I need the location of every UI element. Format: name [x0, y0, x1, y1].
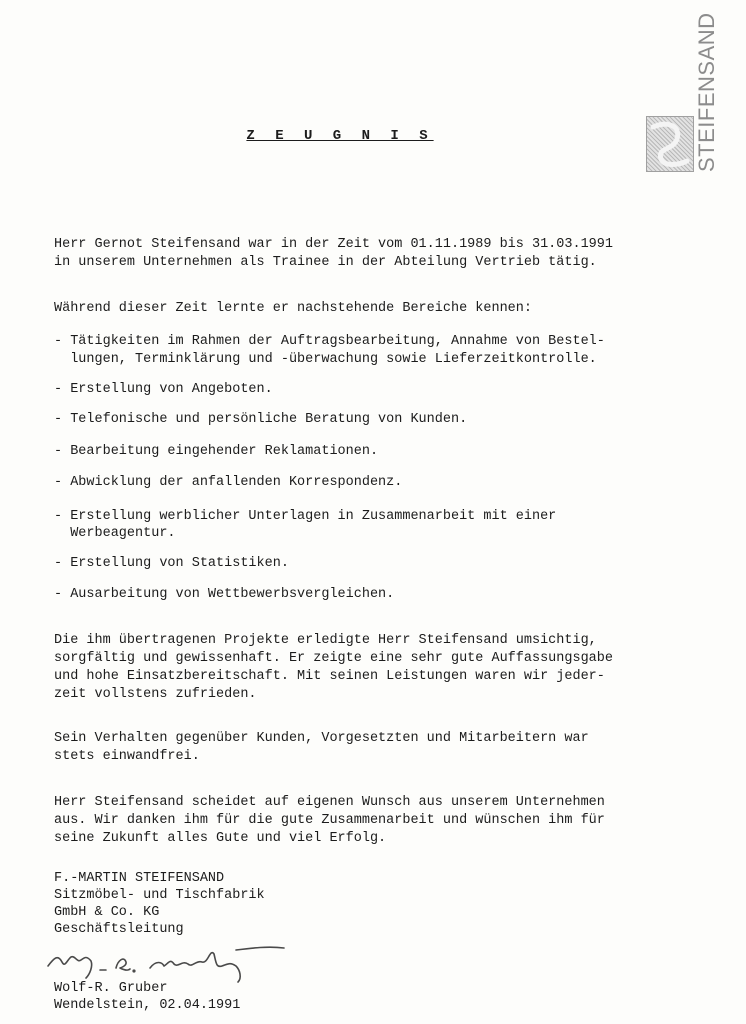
task-item-7: - Erstellung von Statistiken. — [54, 556, 289, 571]
company-line-2: Sitzmöbel- und Tischfabrik — [54, 888, 265, 903]
assessment-line-3: und hohe Einsatzbereitschaft. Mit seinen Leistungen waren wir jeder- — [54, 669, 605, 684]
task-item-6-line-2: Werbeagentur. — [54, 526, 176, 541]
task-item-3: - Telefonische und persönliche Beratung von Kunden. — [54, 412, 468, 427]
task-item-1-line-1: - Tätigkeiten im Rahmen der Auftragsbearbeitung, Annahme von Bestel- — [54, 334, 605, 349]
conduct-line-2: stets einwandfrei. — [54, 749, 200, 764]
company-name: F.-MARTIN STEIFENSAND — [54, 871, 225, 886]
signatory-name: Wolf-R. Gruber — [54, 981, 168, 996]
company-line-4: Geschäftsleitung — [54, 922, 184, 937]
assessment-line-1: Die ihm übertragenen Projekte erledigte Herr Steifensand umsichtig, — [54, 633, 597, 648]
task-item-1-line-2: lungen, Terminklärung und -überwachung sowie Lieferzeitkontrolle. — [54, 352, 597, 367]
logo-swoosh-icon — [647, 117, 693, 171]
place-and-date: Wendelstein, 02.04.1991 — [54, 998, 241, 1013]
company-logo — [646, 4, 722, 172]
assessment-line-2: sorgfältig und gewissenhaft. Er zeigte eine sehr gute Auffassungsgabe — [54, 651, 613, 666]
assessment-line-4: zeit vollstens zufrieden. — [54, 687, 257, 702]
farewell-line-1: Herr Steifensand scheidet auf eigenen Wunsch aus unserem Unternehmen — [54, 795, 605, 810]
task-item-5: - Abwicklung der anfallenden Korrespondenz. — [54, 475, 403, 490]
paragraph-employment-line-2: in unserem Unternehmen als Trainee in der Abteilung Vertrieb tätig. — [54, 255, 597, 270]
conduct-line-1: Sein Verhalten gegenüber Kunden, Vorgesetzten und Mitarbeitern war — [54, 731, 589, 746]
handwritten-signature — [40, 938, 290, 984]
farewell-line-3: seine Zukunft alles Gute und viel Erfolg. — [54, 831, 387, 846]
document-title: Z E U G N I S — [246, 128, 434, 144]
logo-wordmark: STEIFENSAND — [694, 12, 719, 172]
tasks-intro: Während dieser Zeit lernte er nachstehende Bereiche kennen: — [54, 301, 532, 316]
farewell-line-2: aus. Wir danken ihm für die gute Zusammenarbeit und wünschen ihm für — [54, 813, 605, 828]
task-item-8: - Ausarbeitung von Wettbewerbsvergleichen. — [54, 587, 395, 602]
task-item-6-line-1: - Erstellung werblicher Unterlagen in Zusammenarbeit mit einer — [54, 509, 557, 524]
logo-mark — [646, 116, 694, 172]
task-item-4: - Bearbeitung eingehender Reklamationen. — [54, 444, 379, 459]
task-item-2: - Erstellung von Angeboten. — [54, 382, 273, 397]
company-line-3: GmbH & Co. KG — [54, 905, 160, 920]
paragraph-employment-line-1: Herr Gernot Steifensand war in der Zeit vom 01.11.1989 bis 31.03.1991 — [54, 237, 613, 252]
